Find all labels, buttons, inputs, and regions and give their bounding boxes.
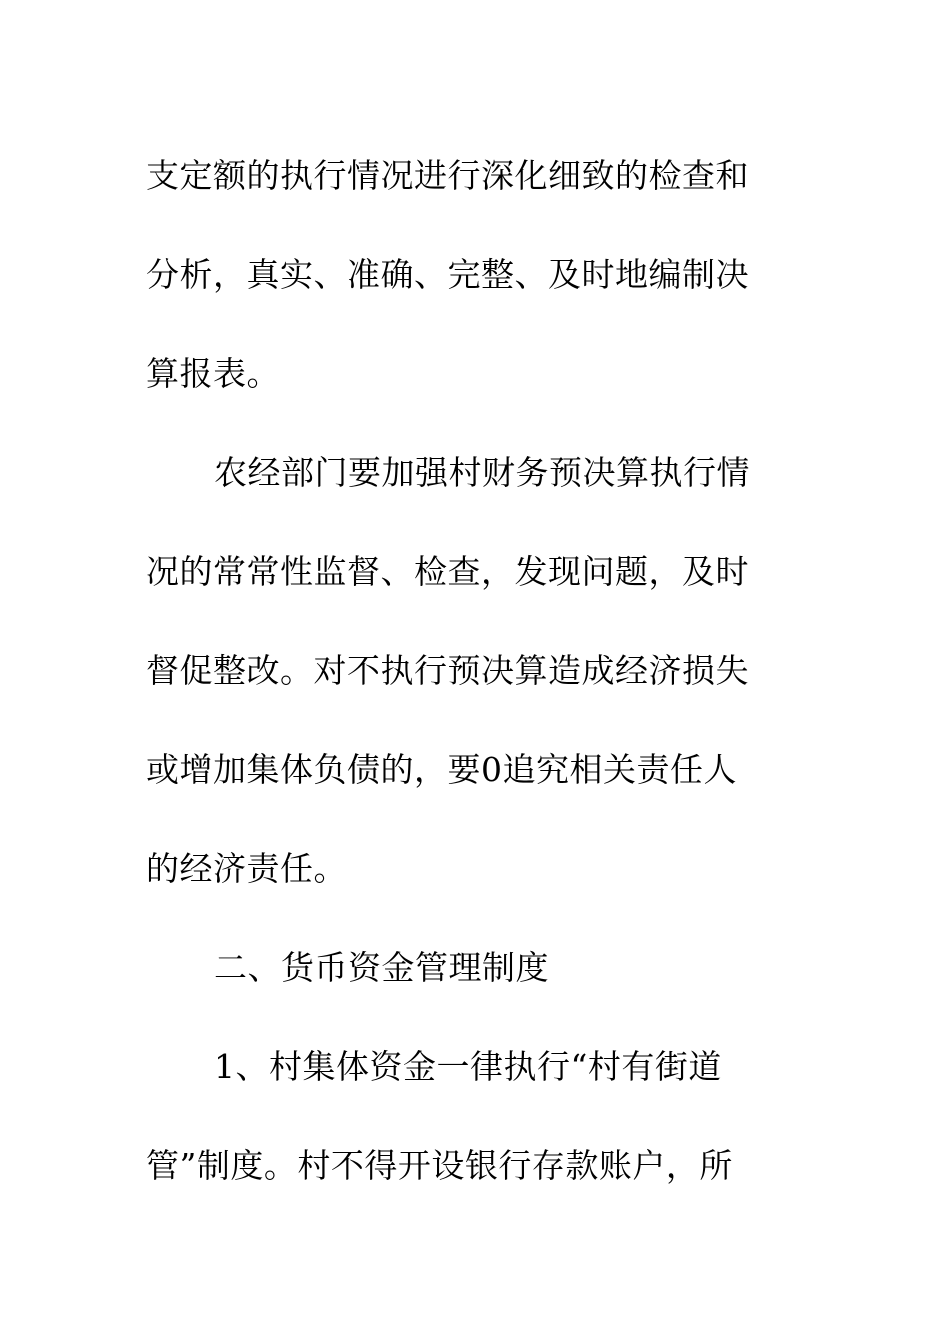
text-line: 或增加集体负债的，要0追究相关责任人 [146,750,737,789]
text-line: 分析，真实、准确、完整、及时地编制决 [146,255,749,294]
text-line: 管”制度。村不得开设银行存款账户，所 [146,1146,733,1185]
text-line: 况的常常性监督、检查，发现问题，及时 [146,552,749,591]
paragraph-start-line: 农经部门要加强村财务预决算执行情 [214,453,750,492]
text-line: 算报表。 [146,354,280,393]
text-line: 督促整改。对不执行预决算造成经济损失 [146,651,749,690]
text-line: 支定额的执行情况进行深化细致的检查和 [146,156,749,195]
text-line: 的经济责任。 [146,849,347,888]
body-text [146,126,786,1215]
paragraph-start-line: 1、村集体资金一律执行“村有街道 [214,1047,722,1086]
section-heading: 二、货币资金管理制度 [214,948,549,987]
